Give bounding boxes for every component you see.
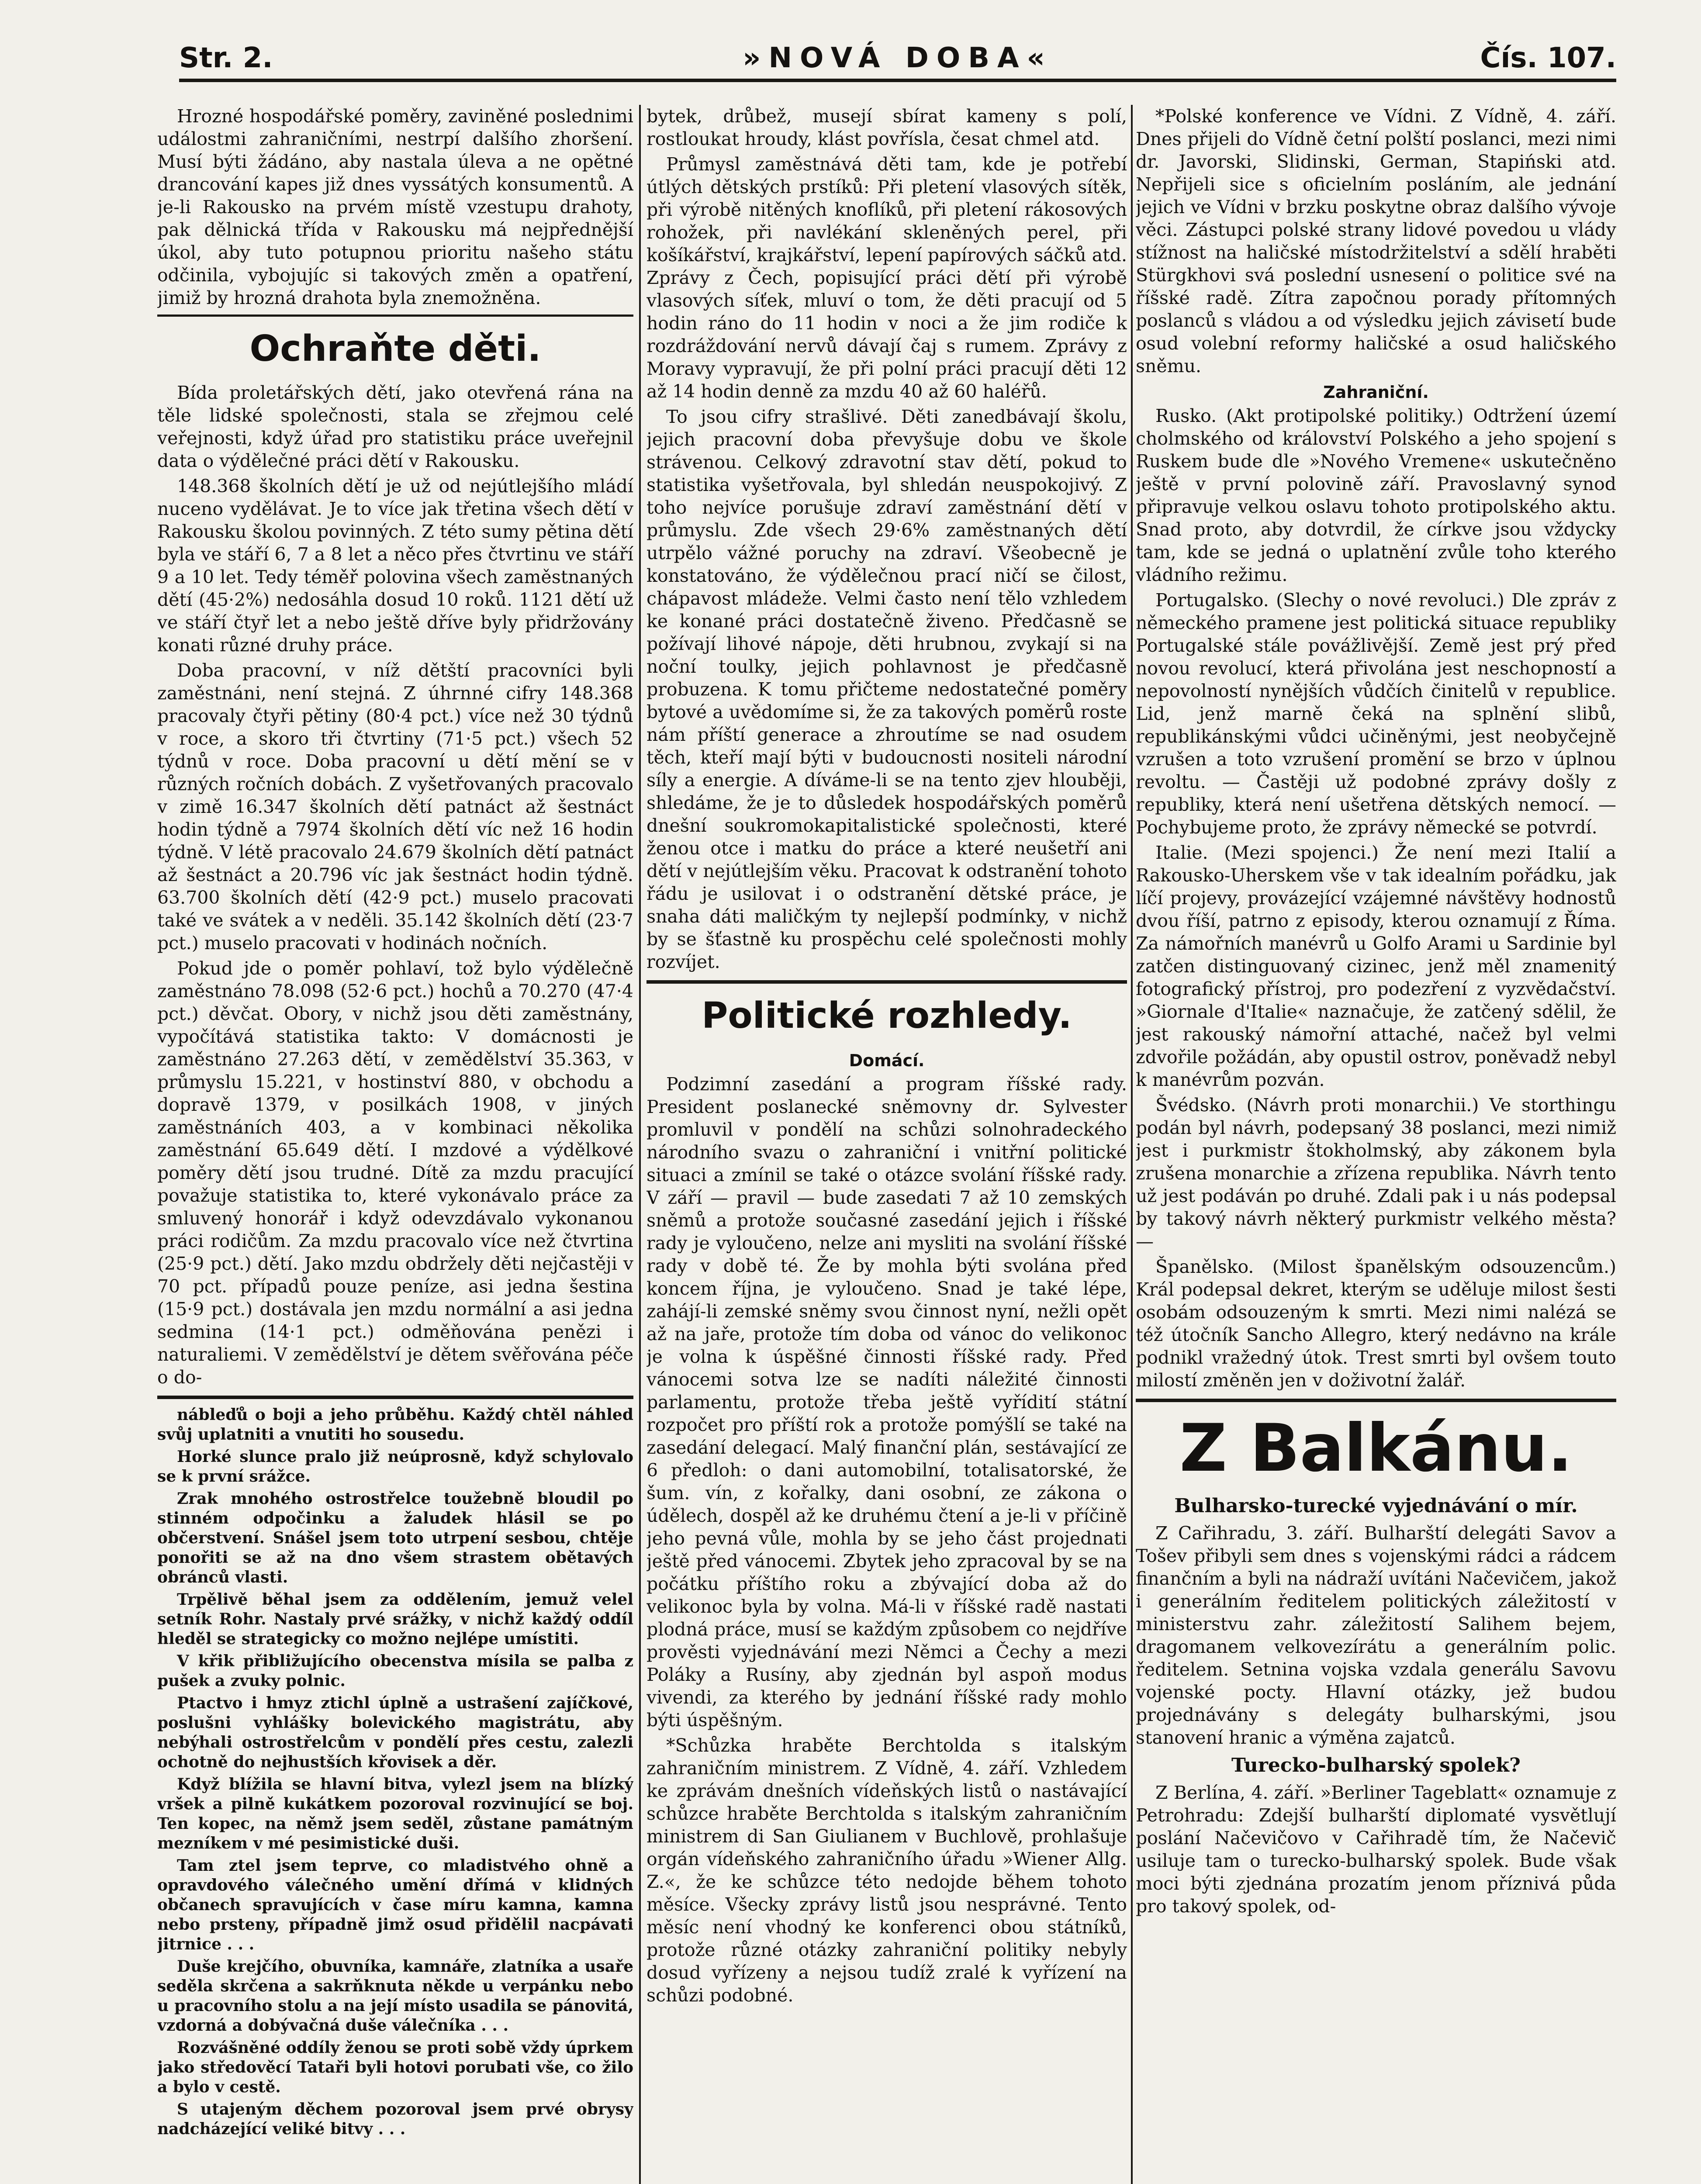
feuilleton-paragraph: Zrak mnohého ostrostřelce toužebně bloudil po stinném odpočinku a žaludek hlásil se po občerstvení. Snášel jsem toto utrpení sesbou, chtěje ponořiti se až na dno všem strastem obětavých obránců vlasti. (157, 1489, 633, 1586)
issue-number: Čís. 107. (1480, 42, 1616, 74)
article-paragraph: Doba pracovní, v níž dětští pracovníci byli zaměstnáni, není stejná. Z úhrnné cifry 148.368 pracovaly čtyři pětiny (80·4 pct.) více než 30 týdnů v roce, a skoro tři čtvrtiny (71·5 pct.) všech 52 týdnů v roce. Doba pracovní u dětí mění se v různých ročních dobách. Z vyšetřovaných pracovalo v zimě 16.347 školních dětí patnáct až šestnáct hodin týdně a 7974 školních dětí víc než 16 hodin týdně. V létě pracovalo 24.679 školních dětí patnáct až šestnáct a 20.796 víc jak šestnáct hodin týdně. 63.700 školních dětí (42·9 pct.) muselo pracovati také ve svátek a v neděli. 35.142 školních dětí (23·7 pct.) muselo pracovati v hodinách nočních. (157, 660, 633, 954)
article-paragraph: Průmysl zaměstnává děti tam, kde je potřebí útlých dětských prstíků: Při pletení vlasových sítěk, při výrobě nitěných knoflíků, při pletení rákosových rohožek, při navlékání skleněných perel, při košíkářství, krajkářství, lepení papírových sáčků atd. Zprávy z Čech, popisující práci dětí při výrobě vlasových síťek, mluví o tom, že děti pracují od 5 hodin ráno do 11 hodin v noci a že jim rodiče k rozdráždování nervů dávají čaj s rumem. Zprávy z Moravy vypravují, že při polní práci pracují děti 12 až 14 hodin denně za mzdu 40 až 60 haléřů. (647, 154, 1127, 402)
article-paragraph: Italie. (Mezi spojenci.) Že není mezi Italií a Rakousko-Uherskem vše v tak idealním pořádku, jak líčí projevy, provázející vzájemné návštěvy hodnostů dvou říší, patrno z episody, kterou oznamují z Říma. Za námořních manévrů u Golfo Arami u Sardinie byl zatčen distinguovaný cizinec, jenž měl znamenitý fotografický přístroj, pro podezření z vyzvědačství. »Giornale d'Italie« naznačuje, že zatčený sdělil, že jest rakouský námořní attaché, načež byl velmi zdvořile požádán, aby opustil ostrov, poněvadž nebyl k manévrům pozván. (1136, 842, 1616, 1090)
subsection-heading-domaci: Domácí. (849, 1051, 925, 1070)
article-paragraph: Podzimní zasedání a program říšské rady. President poslanecké sněmovny dr. Sylvester promluvil v pondělí na schůzi solnohradeckého národního svazu o zahraniční i vnitřní politické situaci a zmínil se také o otázce svolání říšské rady. V září — pravil — bude zasedati 7 až 10 zemských sněmů a protože současné zasedání jejich i říšské rady je vyloučeno, nelze ani mysliti na svolání říšské rady v době té. Že by mohla býti svolána před koncem října, je vyloučeno. Snad je také lépe, zahájí-li zemské sněmy svou činnost nyní, nežli opět až na jaře, protože tím doba od vánoc do velikonoc je volna k úspěšné činnosti říšské rady. Před vánocemi sotva lze se nadíti náležité činnosti parlamentu, protože třeba ještě vyřídití státní rozpočet pro příští rok a protože pomýšlí se také na zasedání delegací. Malý finanční plán, sestávající ze 6 předloh: o dani automobilní, totalisatorské, že šum. vín, z kořalky, dani osobní, ze zákona o údělech, dospěl až ke druhému čtení a je-li v příčině jeho pevná vůle, mohla by se jeho část projednati ještě před vánocemi. Zbytek jeho zpracoval by se na počátku příštího roku a zbývající doba až do velikonoc byla by volna. Má-li v říšské radě nastati plodná práce, musí se každým způsobem co nejdříve prověsti vyjednávání mezi Němci a Čechy a mezi Poláky a Rusíny, aby zjednán byl aspoň modus vivendi, za kterého by jednání říšské rady mohlo býti úspěšným. (647, 1074, 1127, 1731)
section-rule (647, 980, 1127, 984)
newspaper-title: »NOVÁ DOBA« (743, 42, 1053, 74)
feuilleton-paragraph: Duše krejčího, obuvníka, kamnáře, zlatníka a usaře seděla skrčena a sakrňknuta někde u verpánku nebo u pracovního stolu a na její místo usadila se pánovitá, vzdorná a dobývačná duše válečníka . . . (157, 1957, 633, 2035)
page-header (179, 31, 1616, 82)
article-paragraph: *Schůzka hraběte Berchtolda s italským zahraničním ministrem. Z Vídně, 4. září. Vzhledem ke zprávám dnešních vídeňských listů o nastávající schůzce hraběte Berchtolda s italským zahraničním ministrem di San Giulianem v Buchlově, prohlašuje orgán vídeňského zahraničního úřadu »Wiener Allg. Z.«, že ke schůzce této nedojde během tohoto měsíce. Všecky zprávy listů jsou nesprávné. Tento měsíc není vhodný ke konferenci obou státníků, protože různé otázky zahraniční politiky nebyly dosud vyřízeny a nejsou tudíž zralé k vyřízení na schůzi podobné. (647, 1735, 1127, 2006)
subsection-heading-zahranicni: Zahraniční. (1323, 383, 1429, 402)
section-rule (157, 314, 633, 317)
page-number: Str. 2. (179, 42, 273, 74)
section-rule (1136, 1399, 1616, 1402)
article-heading: Turecko-bulharský spolek? (1231, 1754, 1521, 1776)
feuilleton-paragraph: Když blížila se hlavní bitva, vylezl jsem na blízký vršek a pilně kukátkem pozoroval rozvinující se boj. Ten kopec, na němž jsem seděl, zůstane památným mezníkem v mé pesimistické duši. (157, 1775, 633, 1852)
article-paragraph: 148.368 školních dětí je už od nejútlejšího mládí nuceno vydělávat. Je to více jak třetina všech dětí v Rakousku školou povinných. Z této sumy pětina dětí byla ve stáří 6, 7 a 8 let a něco přes čtvrtinu ve stáří 9 a 10 let. Tedy téměř polovina všech zaměstnaných dětí (45·2%) nedosáhla dosud 10 roků. 1121 dětí už ve stáří čtyř let a nebo ještě dříve byly přidržovány konati různé druhy práce. (157, 476, 633, 656)
article-paragraph: Švédsko. (Návrh proti monarchii.) Ve storthingu podán byl návrh, podepsaný 38 poslanci, mezi nimiž jest i purkmistr štokholmský, aby zákonem byla zrušena monarchie a zřízena republika. Návrh tento už jest podáván po druhé. Zdali pak i u nás podepsal by takový návrh některý purkmistr velkého města? — (1136, 1095, 1616, 1252)
feuilleton-rule (157, 1396, 633, 1399)
feuilleton-paragraph: V křik přibližujícího obecenstva mísila se palba z pušek a zvuky polnic. (157, 1652, 633, 1690)
feuilleton-paragraph: Horké slunce pralo již neúprosně, když schylovalo se k první srážce. (157, 1448, 633, 1486)
article-paragraph: *Polské konference ve Vídni. Z Vídně, 4. září. Dnes přijeli do Vídně četní polští poslanci, mezi nimi dr. Javorski, Slidinski, German, Stapiński atd. Nepřijeli sice s oficielním posláním, ale jednání jejich ve Vídni v brzku poskytne obraz dalšího vývoje věci. Zástupci polské strany lidové povedou u vlády stížnost na haličské místodržitelství a sdělí hraběti Stürgkhovi svá poslední usnesení o politice své na říšské radě. Zítra započnou porady přítomných poslanců s vládou a od výsledku jejich závisetí bude osud volební reformy haličské a osud haličského sněmu. (1136, 106, 1616, 377)
column-divider (639, 105, 641, 2184)
section-heading-politicke-rozhledy: Politické rozhledy. (702, 995, 1072, 1037)
article-paragraph: Pokud jde o poměr pohlaví, tož bylo výdělečně zaměstnáno 78.098 (52·6 pct.) hochů a 70.270 (47·4 pct.) děvčat. Obory, v nichž jsou děti zaměstnány, vypočítává statistika takto: V domácnosti je zaměstnáno 27.263 dětí, v zemědělství 35.363, v průmyslu 15.221, v hostinství 880, v obchodu a dopravě 1379, v posilkách 1908, v jiných zaměstnáních 403, a v kombinaci několika zaměstnání 65.649 dětí. I mzdové a výdělkové poměry dětí jsou trudné. Dítě za mzdu pracující považuje statistika to, které vykonávalo práce za smluvený honorář i když odevzdávalo vykonanou práci rodičům. Za mzdu pracovalo více než čtvrtina (25·9 pct.) dětí. Jako mzdu obdržely děti nejčastěji v 70 pct. případů pouze peníze, asi jedna šestina (15·9 pct.) dostávala jen mzdu normální a asi jedna sedmina (14·1 pct.) odměňována penězi i naturaliemi. V zemědělství je dětem svěřována péče o do- (157, 958, 633, 1388)
article-intro: Hrozné hospodářské poměry, zaviněné poslednimi událostmi zahraničními, nestrpí dalšího zhoršení. Musí býti žádáno, aby nastala úleva a ne opětné drancování kapes již dnes vyssátých konsumentů. A je-li Rakousko na prvém místě vzestupu drahoty, pak dělnická třída v Rakousku má nejpřednější úkol, aby tuto potupnou prioritu našeho státu odčinila, vybojujíc si takových změn a opatření, jimiž by hrozná drahota byla znemožněna. (157, 106, 633, 308)
column-divider (1131, 105, 1133, 2184)
article-paragraph: Španělsko. (Milost španělským odsouzencům.) Král podepsal dekret, kterým se uděluje milost šesti osobám odsouzeným k smrti. Mezi nimi nalézá se též útočník Sancho Allegro, který nedávno na krále podnikl vražedný útok. Trest smrti byl ovšem touto milostí změněn jen v doživotní žalář. (1136, 1256, 1616, 1391)
column-3 (1136, 105, 1616, 2184)
section-heading-z-balkanu: Z Balkánu. (1179, 1410, 1573, 1486)
article-heading: Bulharsko-turecké vyjednávání o mír. (1174, 1495, 1578, 1517)
article-heading-ochrante-deti: Ochraňte děti. (249, 328, 541, 370)
column-2 (647, 105, 1127, 2184)
article-paragraph: Bída proletářských dětí, jako otevřená rána na těle lidské společnosti, stala se zřejmou celé veřejnosti, když úřad pro statistiku práce uveřejnil data o výdělečné práci dětí v Rakousku. (157, 382, 633, 471)
article-paragraph: Z Berlína, 4. září. »Berliner Tageblatt« oznamuje z Petrohradu: Zdejší bulharští diplomaté vysvětlují poslání Načevičovo v Cařihradě tím, že Načevič usiluje tam o turecko-bulharský spolek. Bude však moci býti zjednána prozatím jenom příznivá půda pro takový spolek, od- (1136, 1782, 1616, 1917)
article-paragraph: bytek, drůbež, musejí sbírat kameny s polí, rostloukat hroudy, klást povřísla, česat chmel atd. (647, 106, 1127, 149)
feuilleton-paragraph: Ptactvo i hmyz ztichl úplně a ustrašení zajíčkové, poslušni vyhlášky bolevického magistrátu, aby nebýhali ostrostřelcům v pondělí přes cestu, zalezli ochotně do nejhustších křovisek a děr. (157, 1694, 633, 1771)
feuilleton-paragraph: Trpělivě běhal jsem za oddělením, jemuž velel setník Rohr. Nastaly prvé srážky, v nichž každý oddíl hleděl se strategicky co možno nejlépe umístiti. (157, 1590, 633, 1648)
article-paragraph: Z Cařihradu, 3. září. Bulharští delegáti Savov a Tošev přibyli sem dnes s vojenskými rádci a rádcem finančním a byli na nádraží uvítáni Načevičem, jakož i generálním ředitelem politických záležitostí v ministerstvu zahr. záležitostí Salihem bejem, dragomanem velkovezírátu a generálním polic. ředitelem. Setnina vojska vzdala generálu Savovu vojenské pocty. Hlavní otázky, jež budou projednávány s delegáty bulharskými, jsou stanovení hranic a výměna zajatců. (1136, 1523, 1616, 1748)
article-paragraph: Portugalsko. (Slechy o nové revoluci.) Dle zpráv z německého pramene jest politická situace republiky Portugalské stále povážlivější. Země jest prý před novou revolucí, která přivolána jest neschopností a nepovolností nynějších vůdčích činitelů v republice. Lid, jenž marně čeká na splnění slibů, republikánskými vůdci učiněnými, jest neobyčejně vzrušen a toto vzrušení promění se brzo v úplnou revoltu. — Častěji už podobné zprávy došly z republiky, která není ušetřena dětských nemocí. — Pochybujeme proto, že zprávy německé se potvrdí. (1136, 590, 1616, 838)
article-paragraph: To jsou cifry strašlivé. Děti zanedbávají školu, jejich pracovní doba převyšuje dobu ve škole strávenou. Celkový zdravotní stav dětí, pokud to statistika vyšetřovala, byl shledán neuspokojivý. Z toho nejvíce porušuje zdraví zaměstnání dětí v průmyslu. Zde všech 29·6% zaměstnaných dětí utrpělo vážné poruchy na zdraví. Všeobecně je konstatováno, že výdělečnou prací ničí se čilost, chápavost mládeže. Velmi často není tělo vzhledem ke konané práci dostatečně živeno. Předčasně se požívají lihové nápoje, děti hrubnou, zvykají si na noční toulky, jejich pohlavnost je předčasně probuzena. K tomu přičteme nedostatečné poměry bytové a uvědomíme si, že za takových poměrů roste nám příští generace a zhroutíme se nad osudem těch, kteří mají býti v budoucnosti nositeli národní síly a energie. A díváme-li se na tento zjev hlouběji, shledáme, že je to důsledek hospodářských poměrů dnešní soukromokapitalistické společnosti, které ženou otce i matku do práce a které neušetří ani dětí v nejútlejším věku. Pracovat k odstranění tohoto řádu je usilovat i o odstranění dětské práce, je snaha dáti maličkým ty nejlepší podmínky, v nichž by se šťastně ku prospěchu celé společnosti mohly rozvíjet. (647, 406, 1127, 972)
column-1 (157, 105, 633, 2184)
feuilleton-paragraph: S utajeným děchem pozoroval jsem prvé obrysy nadcházející veliké bitvy . . . (157, 2100, 633, 2138)
article-paragraph: Rusko. (Akt protipolské politiky.) Odtržení území cholmského od království Polského a jeho spojení s Ruskem bude dle »Nového Vremene« uskutečněno ještě v první polovině září. Pravoslavný synod připravuje velkou oslavu tohoto protipolského aktu. Snad proto, aby dotvrdil, že církve jsou vždycky tam, kde se jedná o uplatnění zvůle toho kterého vládního režimu. (1136, 405, 1616, 585)
feuilleton-paragraph: Rozvášněné oddíly ženou se proti sobě vždy úprkem jako středověcí Tataři byli hotovi porubati vše, co žilo a bylo v cestě. (157, 2039, 633, 2096)
feuilleton-paragraph: nábleďů o boji a jeho průběhu. Každý chtěl náhled svůj uplatniti a vnutiti ho sousedu. (157, 1406, 633, 1444)
feuilleton-paragraph: Tam ztel jsem teprve, co mladistvého ohně a opravdového válečného umění dřímá v klidných občanech spravujících v čase míru kamna, kamna nebo prsteny, případně jimž osud přidělil nacpávati jitrnice . . . (157, 1856, 633, 1953)
